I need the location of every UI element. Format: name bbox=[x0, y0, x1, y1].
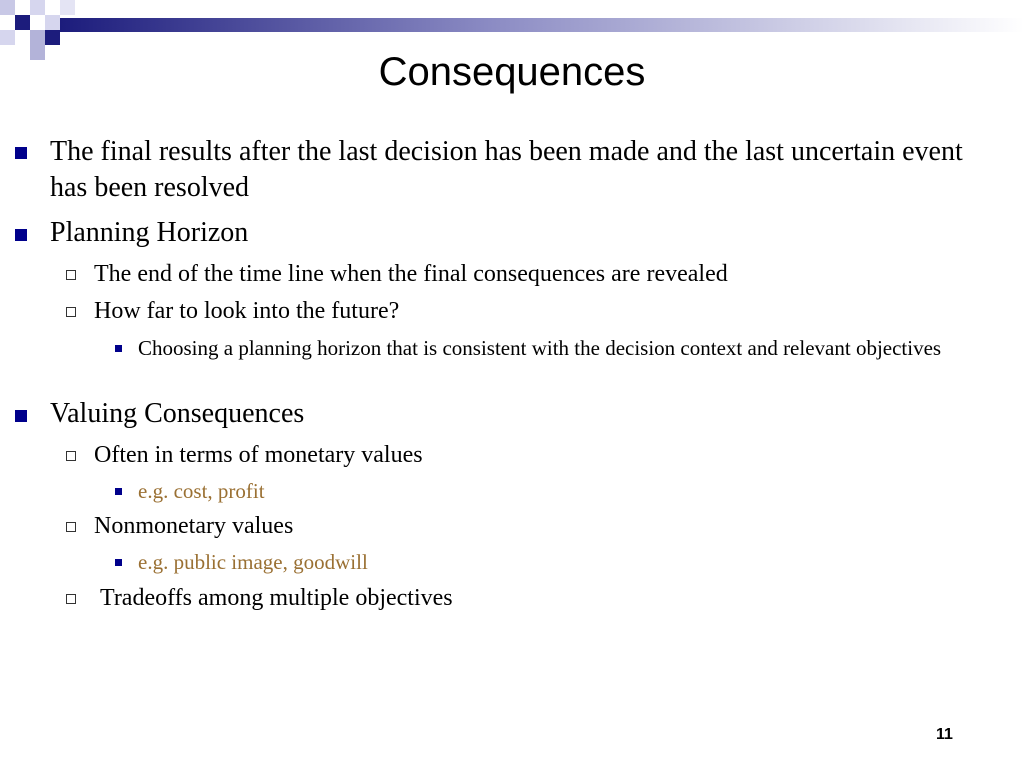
hollow-square-bullet-icon bbox=[66, 307, 76, 317]
square-bullet-icon bbox=[15, 410, 27, 422]
square-bullet-icon bbox=[115, 345, 122, 352]
page-number: 11 bbox=[936, 726, 953, 743]
slide-title: Consequences bbox=[378, 50, 646, 94]
hollow-square-bullet-icon bbox=[66, 451, 76, 461]
square-bullet-icon bbox=[115, 488, 122, 495]
square-bullet-icon bbox=[115, 559, 122, 566]
square-bullet-icon bbox=[15, 229, 27, 241]
hollow-square-bullet-icon bbox=[66, 594, 76, 604]
hollow-square-bullet-icon bbox=[66, 270, 76, 280]
hollow-square-bullet-icon bbox=[66, 522, 76, 532]
square-bullet-icon bbox=[15, 147, 27, 159]
